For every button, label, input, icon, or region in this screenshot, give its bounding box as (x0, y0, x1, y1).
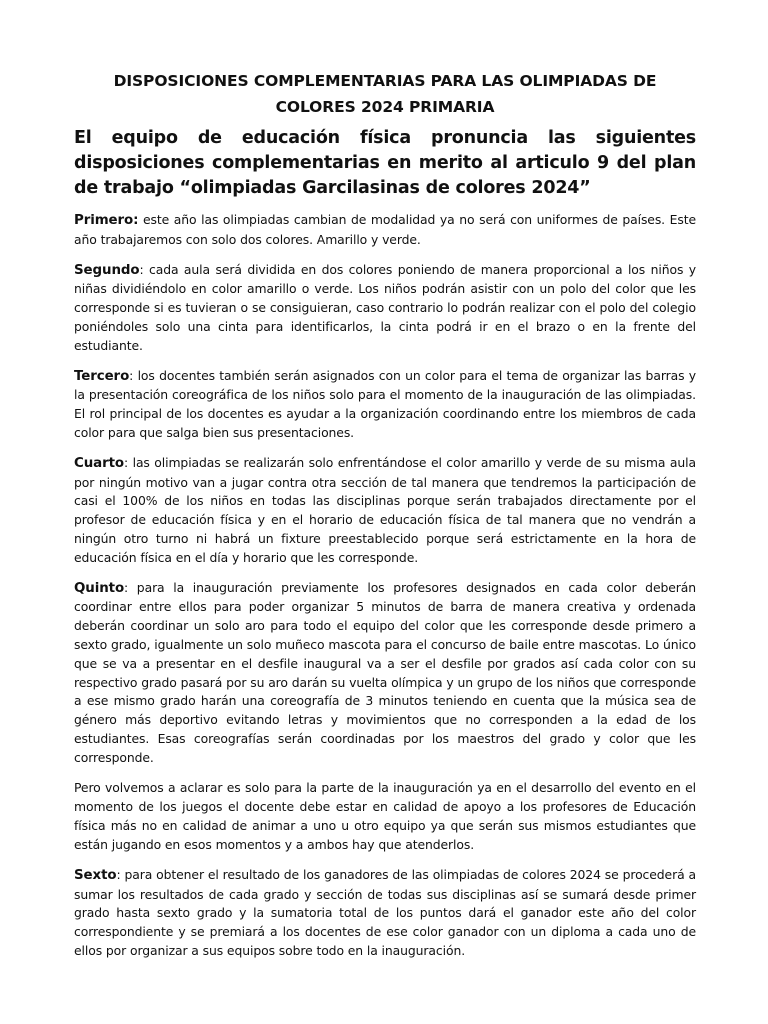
paragraph-text: : las olimpiadas se realizarán solo enfrentándose el color amarillo y verde de su misma aula por ningún motivo van a jugar contra otra sección de tal manera que tendremos la participación de casi el 100% de los niños en todas las disciplinas porque serán trabajados directamente por el profesor de educación física y en el horario de educación física de tal manera que no vendrán a ningún otro turno ni habrá un fixture preestablecido porque será estrictamente en la hora de educación física en el día y horario que les corresponde. (74, 454, 696, 565)
paragraph-lead: Cuarto (74, 455, 125, 471)
paragraph-tercero (74, 367, 696, 443)
paragraph-lead: Tercero (74, 368, 130, 384)
paragraph-text: : para obtener el resultado de los ganadores de las olimpiadas de colores 2024 se procederá a sumar los resultados de cada grado y sección de todas sus disciplinas así se sumará desde primer grado hasta sexto grado y la sumatoria total de los puntos dará el ganador este año del color correspondiente y se premiará a los docentes de ese color ganador con un diploma a cada uno de ellos por organizar a sus equipos sobre todo en la inauguración. (74, 866, 696, 958)
document-title-line-2: COLORES 2024 PRIMARIA (275, 98, 495, 116)
paragraph-aclaracion (74, 779, 696, 855)
intro-paragraph: El equipo de educación física pronuncia las siguientes disposiciones complementarias en merito al articulo 9 del plan de trabajo “olimpiadas Garcilasinas de colores 2024” (74, 128, 696, 198)
paragraph-lead: Segundo (74, 262, 140, 278)
document-title-line-1: DISPOSICIONES COMPLEMENTARIAS PARA LAS OLIMPIADAS DE (113, 72, 657, 90)
paragraph-quinto (74, 579, 696, 768)
paragraph-text: : para la inauguración previamente los profesores designados en cada color deberán coordinar entre ellos para poder organizar 5 minutos de barra de manera creativa y ordenada deberán coordinar un solo aro para todo el equipo del color que les corresponde desde primero a sexto grado, igualmente un solo muñeco mascota para el concurso de baile entre mascotas. Lo único que se va a presentar en el desfile inaugural va a ser el desfile por grados así cada color con su respectivo grado pasará por su aro darán su vuelta olímpica y un grupo de los niños que corresponde a ese mismo grado harán una coreografía de 3 minutos teniendo en cuenta que la música sea de género más deportivo evitando letras y movimientos que no corresponden a la edad de los estudiantes. Esas coreografías serán coordinadas por los maestros del grado y color que les corresponde. (74, 579, 696, 765)
paragraph-lead: Sexto (74, 867, 117, 883)
paragraph-lead: Quinto (74, 580, 125, 596)
paragraph-cuarto (74, 454, 696, 568)
paragraph-sexto (74, 866, 696, 961)
paragraph-lead: Primero: (74, 213, 139, 228)
document-title (74, 68, 696, 120)
paragraph-text: Pero volvemos a aclarar es solo para la parte de la inauguración ya en el desarrollo del evento en el momento de los juegos el docente debe estar en calidad de apoyo a los profesores de Educación física más no en calidad de animar a uno u otro equipo ya que serán sus mismos estudiantes que están jugando en esos momentos y a ambos hay que atenderlos. (74, 779, 696, 852)
paragraph-primero (74, 211, 696, 250)
paragraph-text: : cada aula será dividida en dos colores poniendo de manera proporcional a los niños y niñas dividiéndolo en color amarillo o verde. Los niños podrán asistir con un polo del color que les corresponde si es tuvieran o se consiguieran, caso contrario lo podrán realizar con el polo del colegio poniéndoles solo una cinta para identificarlos, la cinta podrá ir en el brazo o en la frente del estudiante. (74, 261, 696, 353)
paragraph-text: : los docentes también serán asignados con un color para el tema de organizar las barras y la presentación coreográfica de los niños solo para el momento de la inauguración de las olimpiadas. El rol principal de los docentes es ayudar a la organización coordinando entre los miembros de cada color para que salga bien sus presentaciones. (74, 367, 696, 440)
paragraph-segundo (74, 261, 696, 356)
paragraph-text: este año las olimpiadas cambian de modalidad ya no será con uniformes de países. Este año trabajaremos con solo dos colores. Amarillo y verde. (74, 212, 696, 247)
